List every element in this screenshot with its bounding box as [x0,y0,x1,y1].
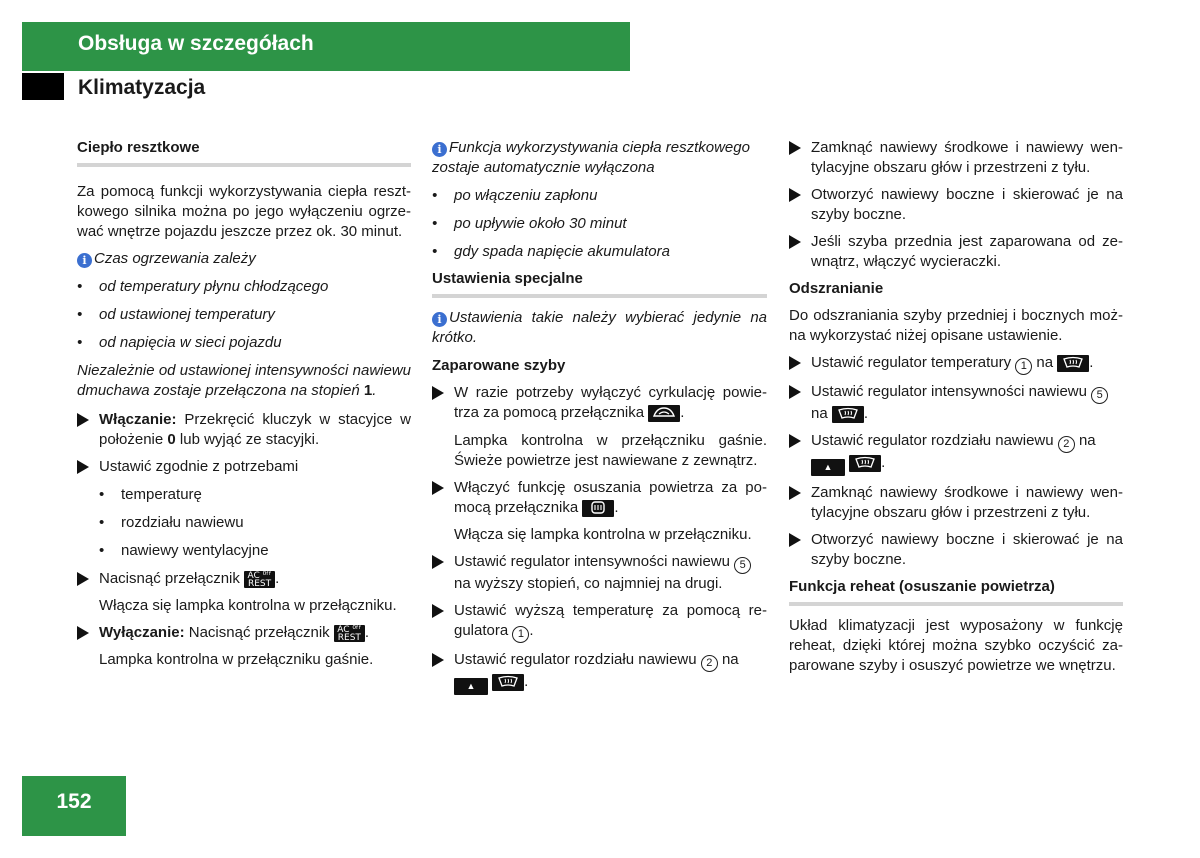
info-icon: i [77,253,92,268]
off-result: Lampka kontrolna w przełączniku gaśnie. [99,651,374,668]
list-item: • gdy spada napięcie akumulatora [432,243,670,260]
step-recirculation-off: W razie potrzeby wyłączyć cyrkulację powietrza za pomocą przełącznika . [432,383,767,423]
info-heating-time: i Czas ogrzewania zależy [77,249,411,269]
list-item: • od ustawionej temperatury [77,306,275,323]
step-arrow-icon [789,356,801,370]
heading-reheat: Funkcja reheat (osuszanie powietrza) [789,577,1123,606]
step-open-side-vents: Otworzyć nawiewy boczne i skierować je na szyby boczne. [789,185,1123,225]
step-arrow-icon [789,385,801,399]
step-arrow-icon [789,235,801,249]
list-item: • od temperatury płynu chłodzącego [77,278,329,295]
ac-off-rest-button-icon: AC ⁰ᶠᶠ REST [244,571,275,588]
info-icon: i [432,142,447,157]
recirculation-result: Lampka kontrolna w przełączniku gaśnie. Świeże powietrze jest nawiewane z zewnątrz. [454,432,767,469]
step-arrow-icon [77,460,89,474]
chapter-title: Obsługa w szczegółach [78,32,314,55]
step-arrow-icon [77,572,89,586]
step-defrost-distribution: Ustawić regulator rozdziału nawiewu 2 na ▲ . [789,431,1123,476]
column-3 [789,138,1123,676]
section-title: Klimatyzacja [78,76,206,99]
step-air-distribution: Ustawić regulator rozdziału nawiewu 2 na ▲ . [432,650,767,695]
regulator-5-icon: 5 [734,557,751,574]
ac-off-rest-button-icon: AC ⁰ᶠᶠ REST [334,625,365,642]
heading-residual-heat: Ciepło resztkowe [77,138,411,167]
residual-heat-intro: Za pomocą funkcji wykorzystywania ciepła resztkowego silnika można po jego wyłączeniu ogrzewać wnętrze pojazdu jeszcze przez ok. 30 minut. [77,183,411,240]
step-temperature-up: Ustawić wyższą temperaturę za pomocą regulatora 1 . [432,601,767,643]
info-auto-off: i Funkcja wykorzystywania ciepła resztkowego zostaje automatycznie wyłączona [432,139,750,176]
recirculation-button-icon [648,405,680,422]
heading-special-settings: Ustawienia specjalne [432,269,767,298]
windshield-defrost-button-icon [832,406,864,423]
step-air-drying: Włączyć funkcję osuszania powietrza za pomocą przełącznika . [432,478,767,518]
step-defrost-temperature: Ustawić regulator temperatury 1 na . [789,353,1123,375]
regulator-1-icon: 1 [1015,358,1032,375]
step-arrow-icon [789,486,801,500]
step-arrow-icon [432,481,444,495]
step-arrow-icon [77,413,89,427]
list-item: • po włączeniu zapłonu [432,187,598,204]
step-arrow-icon [789,533,801,547]
list-item: • po upływie około 30 minut [432,215,627,232]
defrost-intro: Do odszraniania szyby przedniej i bocznych można wykorzystać niżej opisane ustawienie. [789,307,1123,344]
defrost-dry-button-icon [582,500,614,517]
info-short-use: i Ustawienia takie należy wybierać jedynie na krótko. [432,309,767,346]
page-number-box [22,776,126,836]
step-blower-level: Ustawić regulator intensywności nawiewu 5 na wyższy stopień, co najmniej na drugi. [432,552,767,594]
step-defrost-blower: Ustawić regulator intensywności nawiewu 5 na . [789,382,1123,424]
windshield-defrost-button-icon [492,674,524,691]
step-set-as-needed: Ustawić zgodnie z potrzebami [77,457,411,477]
regulator-2-icon: 2 [701,655,718,672]
step-wipers: Jeśli szyba przednia jest zaparowana od zewnątrz, włączyć wycieraczki. [789,232,1123,272]
section-marker [22,73,64,100]
air-drying-result: Włącza się lampka kontrolna w przełączniku. [454,526,752,543]
reheat-text: Układ klimatyzacji jest wyposażony w funkcję reheat, dzięki której można szybko oczyścić zaparowane szyby i osuszyć powietrze we wnętrzu. [789,617,1123,674]
step-arrow-icon [432,386,444,400]
step-close-center-vents: Zamknąć nawiewy środkowe i nawiewy wentylacyjne obszaru głów i przestrzeni z tyłu. [789,138,1123,178]
up-arrow-button-icon: ▲ [454,678,488,695]
step-arrow-icon [789,434,801,448]
step-arrow-icon [77,626,89,640]
info-icon: i [432,312,447,327]
step-arrow-icon [432,604,444,618]
up-arrow-button-icon: ▲ [811,459,845,476]
heading-defrost: Odszranianie [789,280,884,297]
step-open-side-vents-2: Otworzyć nawiewy boczne i skierować je na szyby boczne. [789,530,1123,570]
windshield-defrost-button-icon [1057,355,1089,372]
step-arrow-icon [789,188,801,202]
list-item: • od napięcia w sieci pojazdu [77,334,282,351]
list-item: • temperaturę [99,486,202,503]
column-2 [432,138,767,695]
page-number: 152 [56,790,92,813]
list-item: • nawiewy wentylacyjne [99,542,269,559]
step-press-switch: Nacisnąć przełącznik AC ⁰ᶠᶠ REST . [77,569,411,589]
step-arrow-icon [432,653,444,667]
step-arrow-icon [789,141,801,155]
regulator-5-icon: 5 [1091,387,1108,404]
step-switch-off: Wyłączanie: Nacisnąć przełącznik AC ⁰ᶠᶠ REST . [77,623,411,643]
regulator-1-icon: 1 [512,626,529,643]
heading-fogged-windows: Zaparowane szyby [432,357,566,374]
step-close-center-vents-2: Zamknąć nawiewy środkowe i nawiewy wentylacyjne obszaru głów i przestrzeni z tyłu. [789,483,1123,523]
regulator-2-icon: 2 [1058,436,1075,453]
press-result: Włącza się lampka kontrolna w przełączniku. [99,597,397,614]
step-switch-on: Włączanie: Przekręcić kluczyk w stacyjce w położenie 0 lub wyjąć ze stacyjki. [77,410,411,450]
column-1 [77,138,411,670]
step-arrow-icon [432,555,444,569]
windshield-defrost-button-icon [849,455,881,472]
blower-note: Niezależnie od ustawionej intensywności nawiewu dmuchawa zostaje przełączona na stopień 1. [77,362,411,399]
list-item: • rozdziału nawiewu [99,514,244,531]
